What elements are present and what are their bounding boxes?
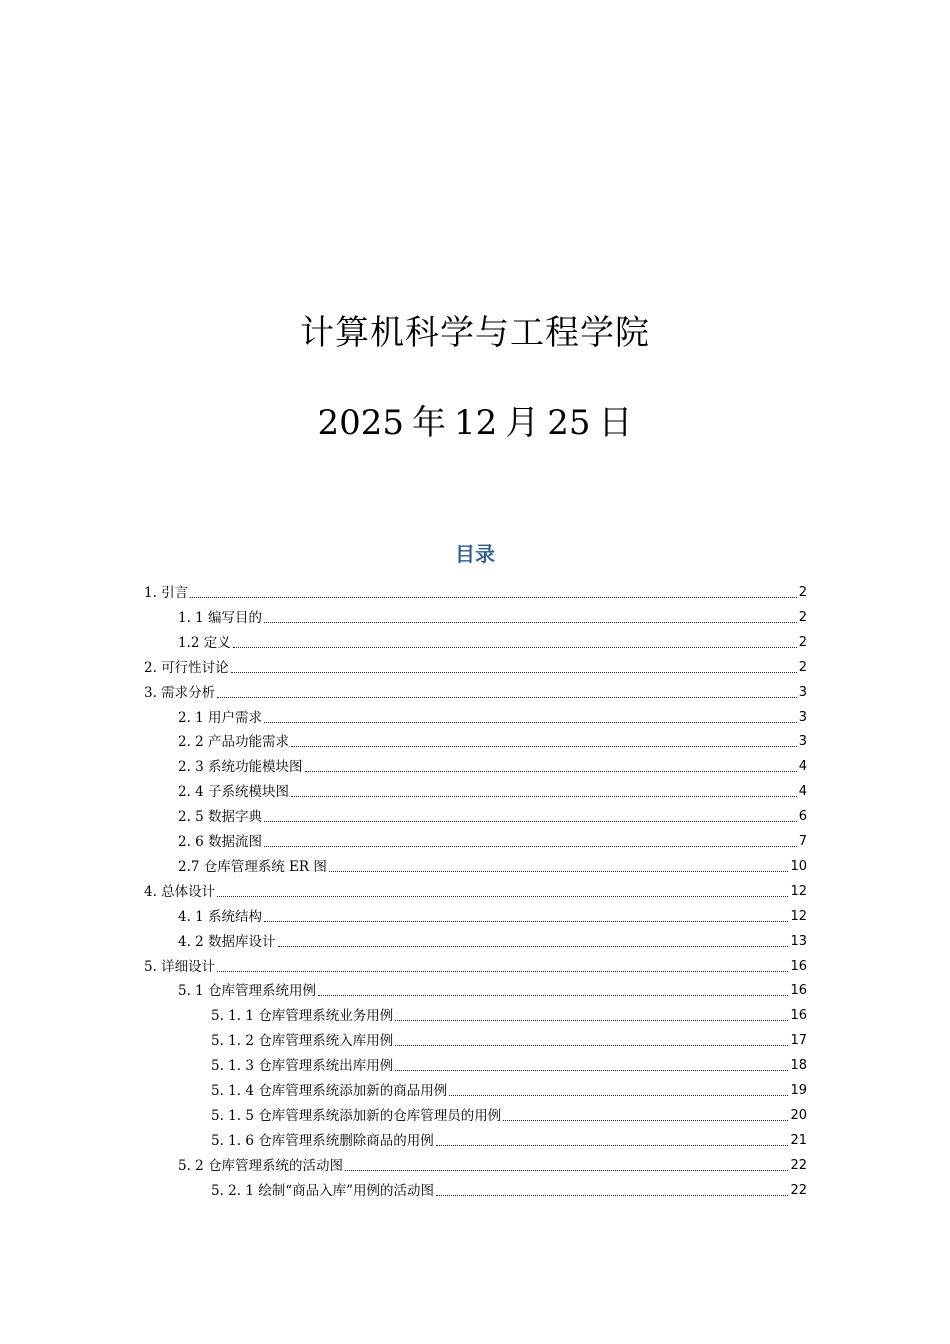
date-month-unit: 月 (505, 403, 540, 443)
toc-entry[interactable] (211, 1127, 807, 1151)
school-title: 计算机科学与工程学院 (300, 313, 650, 353)
toc-leader-dots (395, 1044, 788, 1046)
toc-leader-dots (278, 945, 789, 947)
toc-entry-page[interactable]: 22 (790, 1182, 807, 1198)
toc-entry-title[interactable]: 2. 可行性讨论 (144, 659, 229, 676)
date-year: 2025 (317, 403, 404, 443)
toc-entry[interactable] (211, 1177, 807, 1201)
toc-entry-page[interactable]: 4 (798, 784, 807, 800)
toc-entry[interactable] (144, 679, 807, 703)
toc-entry[interactable] (178, 803, 807, 827)
toc-leader-dots (231, 671, 797, 673)
toc-entry[interactable] (178, 728, 807, 752)
toc-entry-title[interactable]: 5. 1. 5 仓库管理系统添加新的仓库管理员的用例 (211, 1107, 502, 1124)
toc-entry-page[interactable]: 2 (798, 585, 807, 600)
toc-entry[interactable] (178, 928, 807, 952)
toc-entry-page[interactable]: 16 (790, 1008, 807, 1024)
toc-entry-page[interactable]: 2 (798, 609, 807, 625)
toc-entry-page[interactable]: 22 (790, 1157, 807, 1173)
toc-leader-dots (395, 1069, 788, 1071)
toc-entry-page[interactable]: 3 (798, 684, 807, 700)
toc-leader-dots (264, 621, 797, 623)
toc-leader-dots (291, 795, 797, 797)
toc-entry-page[interactable]: 2 (798, 659, 807, 675)
cover-date (0, 400, 950, 446)
toc-entry-title[interactable]: 5. 1. 1 仓库管理系统业务用例 (211, 1008, 394, 1025)
toc-entry-page[interactable]: 2 (798, 634, 807, 650)
toc-entry-title[interactable]: 2. 6 数据流图 (178, 834, 263, 850)
toc-entry-title[interactable]: 2. 4 子系统模块图 (178, 784, 290, 801)
toc-entry-title[interactable]: 5. 1. 3 仓库管理系统出库用例 (211, 1058, 394, 1075)
toc-entry[interactable] (178, 828, 807, 852)
toc-leader-dots (305, 770, 797, 772)
toc-entry-title[interactable]: 2. 3 系统功能模块图 (178, 759, 303, 776)
toc-entry-title[interactable]: 4. 1 系统结构 (178, 908, 263, 925)
toc-leader-dots (318, 994, 788, 996)
toc-entry-title[interactable]: 1. 1 编写目的 (178, 609, 263, 626)
date-month: 12 (454, 403, 498, 443)
toc-entry-title[interactable]: 2. 2 产品功能需求 (178, 734, 290, 751)
toc-entry-page[interactable]: 10 (790, 858, 807, 874)
toc-entry-page[interactable]: 13 (790, 933, 807, 949)
toc-leader-dots (503, 1119, 788, 1121)
toc-entry-page[interactable]: 3 (798, 734, 807, 750)
toc-entry-title[interactable]: 1.2 定义 (178, 634, 231, 651)
toc-entry-title[interactable]: 1. 引言 (144, 585, 189, 601)
toc-entry[interactable] (178, 604, 807, 628)
toc-entry-title[interactable]: 5. 2 仓库管理系统的活动图 (178, 1157, 344, 1174)
toc-entry[interactable] (144, 878, 807, 902)
toc-entry[interactable] (211, 1052, 807, 1076)
toc-entry-page[interactable]: 4 (798, 759, 807, 775)
toc-leader-dots (264, 920, 788, 922)
toc-entry[interactable] (211, 1002, 807, 1026)
toc-entry[interactable] (144, 579, 807, 603)
toc-entry-page[interactable]: 12 (790, 883, 807, 899)
toc-leader-dots (436, 1144, 789, 1146)
toc-entry-title[interactable]: 5. 1 仓库管理系统用例 (178, 983, 317, 1000)
toc-entry[interactable] (211, 1077, 807, 1101)
date-day: 25 (547, 403, 591, 443)
toc-entry-title[interactable]: 5. 1. 4 仓库管理系统添加新的商品用例 (211, 1083, 448, 1099)
toc-entry[interactable] (178, 629, 807, 653)
date-day-unit: 日 (598, 403, 633, 443)
date-year-unit: 年 (412, 403, 446, 443)
toc-leader-dots (329, 870, 789, 872)
toc-entry-page[interactable]: 17 (790, 1033, 807, 1049)
toc-entry-page[interactable]: 6 (798, 809, 807, 825)
toc-leader-dots (233, 646, 797, 648)
toc-entry-title[interactable]: 4. 总体设计 (144, 883, 216, 900)
toc-entry-page[interactable]: 16 (790, 983, 807, 999)
toc-entry-page[interactable]: 12 (790, 908, 807, 924)
toc-entry-title[interactable]: 2. 5 数据字典 (178, 809, 263, 826)
toc-entry[interactable] (178, 753, 807, 777)
toc-leader-dots (264, 721, 797, 723)
toc-entry[interactable] (178, 1152, 807, 1176)
toc-entry[interactable] (211, 1102, 807, 1126)
toc-leader-dots (264, 820, 797, 822)
toc-entry-title[interactable]: 4. 2 数据库设计 (178, 933, 276, 950)
toc-entry-title[interactable]: 5. 1. 6 仓库管理系统删除商品的用例 (211, 1132, 434, 1149)
toc-entry[interactable] (144, 654, 807, 678)
toc-entry-title[interactable]: 2. 1 用户需求 (178, 709, 263, 726)
toc-leader-dots (190, 596, 797, 598)
toc-leader-dots (217, 970, 788, 972)
toc-entry-title[interactable]: 2.7 仓库管理系统 ER 图 (178, 858, 327, 875)
toc-entry[interactable] (178, 853, 807, 877)
toc-entry-title[interactable]: 3. 需求分析 (144, 684, 216, 701)
toc-entry[interactable] (178, 778, 807, 802)
toc-leader-dots (395, 1019, 788, 1021)
toc-entry-page[interactable]: 16 (790, 958, 807, 974)
toc-leader-dots (217, 696, 797, 698)
toc-entry-title[interactable]: 5. 1. 2 仓库管理系统入库用例 (211, 1033, 394, 1050)
toc-entry-title[interactable]: 5. 详细设计 (144, 958, 216, 975)
toc-entry-title[interactable]: 5. 2. 1 绘制“商品入库”用例的活动图 (211, 1182, 435, 1199)
toc-entry-page[interactable]: 20 (790, 1107, 807, 1123)
toc-entry[interactable] (144, 953, 807, 977)
toc-entry[interactable] (178, 704, 807, 728)
toc-leader-dots (345, 1169, 788, 1171)
toc-heading: 目录 (455, 542, 495, 566)
toc-entry-page[interactable]: 18 (790, 1058, 807, 1074)
toc-entry-page[interactable]: 7 (798, 834, 807, 849)
toc-entry-page[interactable]: 19 (790, 1083, 807, 1098)
toc-leader-dots (449, 1094, 788, 1096)
toc-entry[interactable] (178, 903, 807, 927)
toc-entry-page[interactable]: 3 (798, 709, 807, 725)
toc-leader-dots (291, 745, 797, 747)
toc-entry[interactable] (211, 1027, 807, 1051)
toc-leader-dots (436, 1194, 788, 1196)
toc-leader-dots (264, 845, 797, 847)
toc-entry-page[interactable]: 21 (790, 1132, 807, 1148)
toc-leader-dots (217, 895, 788, 897)
toc-entry[interactable] (178, 977, 807, 1001)
